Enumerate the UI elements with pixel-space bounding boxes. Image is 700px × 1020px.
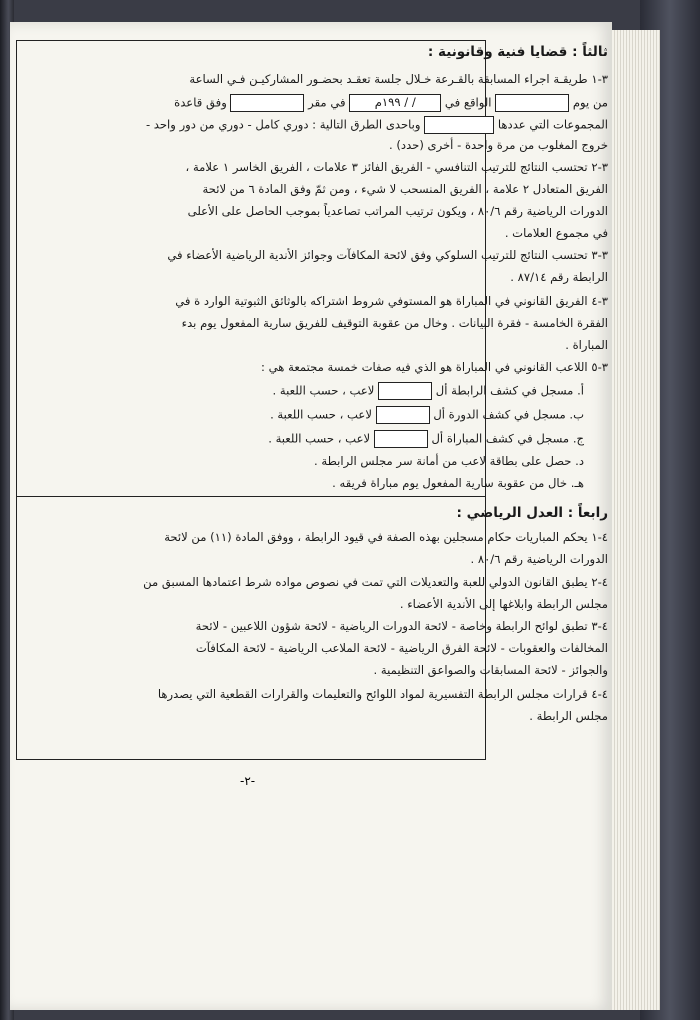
s3-date-label: الواقع في xyxy=(444,95,492,110)
s3-line-5: ٣-٢ تحتسب النتائج للترتيب التنافسي - الفريق الفائز ٣ علامات ، الفريق الخاسر ١ علامة ، xyxy=(185,160,608,174)
s3-line-9: ٣-٣ تحتسب النتائج للترتيب السلوكي وفق لائحة المكافآت وجوائز الأندية الرياضية الأعضاء في xyxy=(167,248,608,262)
groups-count-input[interactable] xyxy=(424,116,494,134)
s3-line-12: الفقرة الخامسة - فقرة البيانات . وخال من عقوبة التوقيف للفريق سارية المفعول يوم بدء xyxy=(181,316,608,330)
s4-line-8: ٤-٤ قرارات مجلس الرابطة التفسيرية لمواد اللوائح والتعليمات والقرارات القطعية التي يصدرها xyxy=(157,687,608,701)
s3-line-13: المباراة . xyxy=(565,338,608,352)
s3-line-2 xyxy=(174,94,608,112)
date-input[interactable]: / / ١٩٩م xyxy=(349,94,441,112)
s4-line-3: ٤-٢ يطبق القانون الدولي للعبة والتعديلات التي تمت في نصوص مواده شرط اعتمادها المسبق من xyxy=(143,575,608,589)
s4-line-4: مجلس الرابطة وابلاغها إلى الأندية الأعضاء . xyxy=(399,597,608,611)
s3-venue-label: في مقر xyxy=(308,95,346,110)
section3-title: ثالثاً : قضايا فنية وقانونية : xyxy=(427,44,608,60)
match-roster-input[interactable] xyxy=(374,430,428,448)
s4-line-2: الدورات الرياضية رقم ٨٠/٦ . xyxy=(470,552,608,566)
s3-line-8: في مجموع العلامات . xyxy=(504,226,608,240)
s3-line-14: ٣-٥ اللاعب القانوني في المباراة هو الذي فيه صفات خمسة مجتمعة هي : xyxy=(261,360,608,374)
s3-line-3 xyxy=(146,116,608,134)
s3-rule-label: وفق قاعدة xyxy=(174,95,227,110)
s3-item-d: د. حصل على بطاقة لاعب من أمانة سر مجلس الرابطة . xyxy=(314,454,584,468)
document-page xyxy=(10,22,612,1010)
s3-line-1: ٣-١ طريقـة اجراء المسابقة بالقـرعة خـلال جلسة تعقـد بحضـور المشاركيـن فـي الساعة xyxy=(189,72,608,86)
s3-line-7: الدورات الرياضية رقم ٨٠/٦ ، ويكون ترتيب المراتب تصاعدياً بموجب الحاصل على الأعلى xyxy=(187,204,608,218)
s4-line-5: ٤-٣ تطبق لوائح الرابطة وخاصة - لائحة الدورات الرياضية - لائحة شؤون اللاعبين - لائحة xyxy=(195,619,608,633)
s3-item-a: أ. مسجل في كشف الرابطة أل لاعب ، حسب اللعبة . xyxy=(273,382,584,400)
s4-line-1: ٤-١ يحكم المباريات حكام مسجلين بهذه الصفة في قيود الرابطة ، ووفق المادة (١١) من لائحة xyxy=(164,530,608,544)
tournament-roster-input[interactable] xyxy=(376,406,430,424)
s3-item-b: ب. مسجل في كشف الدورة أل لاعب ، حسب اللعبة . xyxy=(270,406,584,424)
s3-item-c: ج. مسجل في كشف المباراة أل لاعب ، حسب اللعبة . xyxy=(268,430,584,448)
s4-line-9: مجلس الرابطة . xyxy=(529,709,608,723)
s3-groups-label: المجموعات التي عددها xyxy=(497,117,608,132)
league-roster-input[interactable] xyxy=(378,382,432,400)
s3-methods-label: وباحدى الطرق التالية : دوري كامل - دوري من دور واحد - xyxy=(145,117,421,132)
page-content xyxy=(10,22,612,1010)
s3-line-10: الرابطة رقم ٨٧/١٤ . xyxy=(510,270,608,284)
s3-from-day-label: من يوم xyxy=(572,95,608,110)
s3-line-11: ٣-٤ الفريق القانوني في المباراة هو المستوفي شروط اشتراكه بالوثائق الثبوتية الوارد ة في xyxy=(175,294,608,308)
page-number: -٢- xyxy=(240,774,256,788)
s3-item-e: هـ. خال من عقوبة سارية المفعول يوم مباراة فريقه . xyxy=(332,476,584,490)
s3-line-4: خروج المغلوب من مرة واحدة - أخرى (حدد) . xyxy=(389,138,608,152)
s4-line-6: المخالفات والعقوبات - لائحة الفرق الرياضية - لائحة الملاعب الرياضية - لائحة المكافآت xyxy=(195,641,608,655)
section4-title: رابعاً : العدل الرياضي : xyxy=(456,505,608,521)
day-input[interactable] xyxy=(495,94,569,112)
s3-line-6: الفريق المتعادل ٢ علامة ، الفريق المنسحب لا شيء ، ومن ثمّ وفق المادة ٦ من لائحة xyxy=(202,182,608,196)
venue-input[interactable] xyxy=(230,94,304,112)
s4-line-7: والجوائز - لائحة المسابقات والصواعق التنظيمية . xyxy=(373,663,608,677)
